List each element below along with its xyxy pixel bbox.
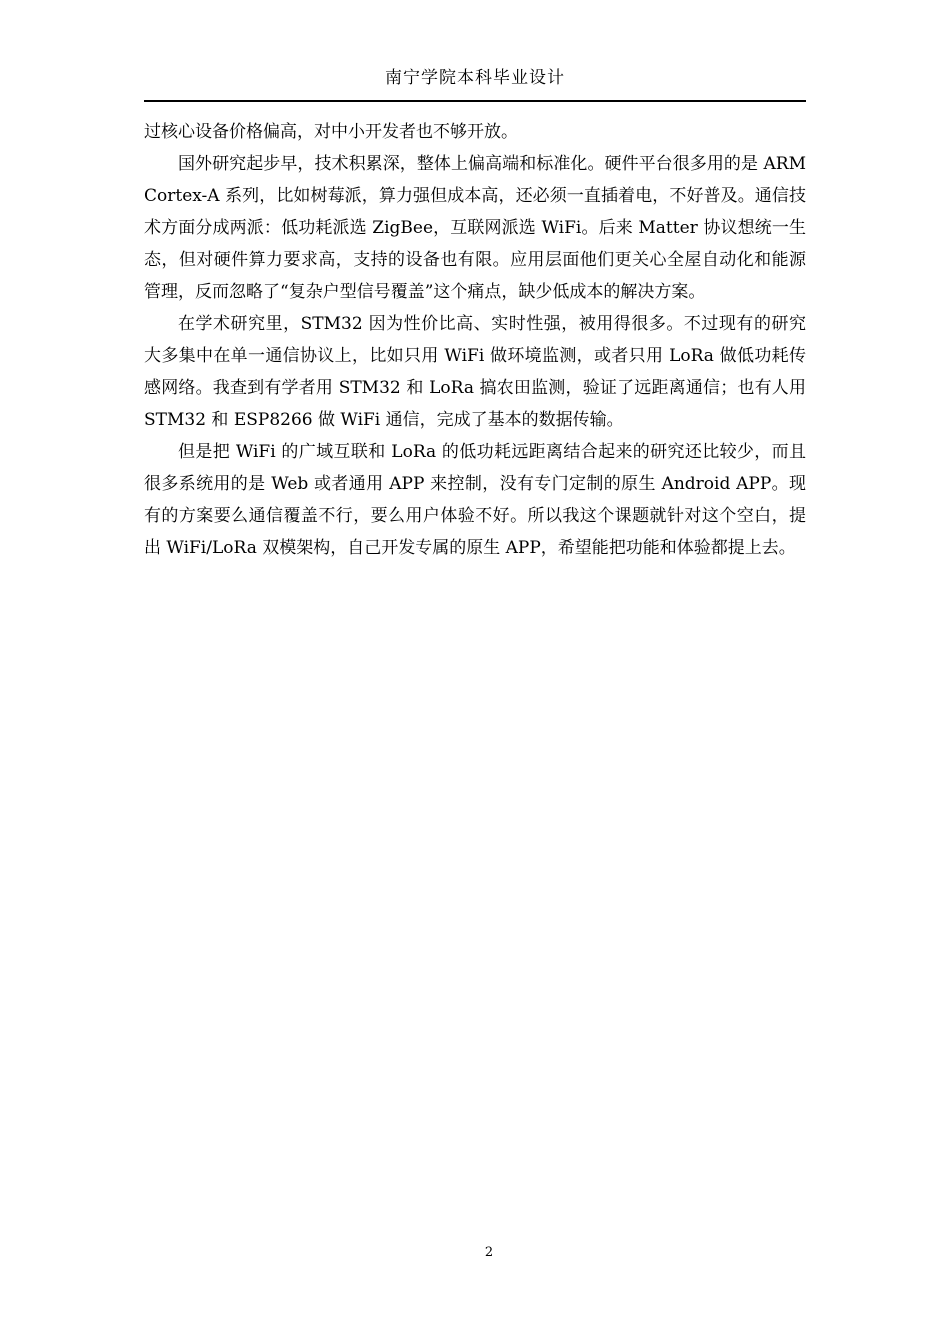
paragraph-research-gap: 但是把 WiFi 的广域互联和 LoRa 的低功耗远距离结合起来的研究还比较少，而且很多系统用的是 Web 或者通用 APP 来控制，没有专门定制的原生 Android APP。现有的方案要么通信覆盖不行，要么用户体验不好。所以我这个课题就针对这个空白，提出 WiFi/LoRa 双模架构，自己开发专属的原生 APP，希望能把功能和体验都提上去。 [144,442,806,558]
paragraph-continued: 过核心设备价格偏高，对中小开发者也不够开放。 [144,122,518,142]
paragraph-foreign-research: 国外研究起步早，技术积累深，整体上偏高端和标准化。硬件平台很多用的是 ARM Cortex-A 系列，比如树莓派，算力强但成本高，还必须一直插着电，不好普及。通信技术方面分成两派：低功耗派选 ZigBee，互联网派选 WiFi。后来 Matter 协议想统一生态，但对硬件算力要求高，支持的设备也有限。应用层面他们更关心全屋自动化和能源管理，反而忽略了“复杂户型信号覆盖”这个痛点，缺少低成本的解决方案。 [144,154,806,302]
running-header: 南宁学院本科毕业设计 [385,68,565,88]
header-divider [144,100,806,102]
paragraph-academic-research: 在学术研究里，STM32 因为性价比高、实时性强，被用得很多。不过现有的研究大多集中在单一通信协议上，比如只用 WiFi 做环境监测，或者只用 LoRa 做低功耗传感网络。我查到有学者用 STM32 和 LoRa 搞农田监测，验证了远距离通信；也有人用 STM32 和 ESP8266 做 WiFi 通信，完成了基本的数据传输。 [144,314,806,430]
page-number: 2 [484,1245,494,1260]
page-body [144,116,806,564]
